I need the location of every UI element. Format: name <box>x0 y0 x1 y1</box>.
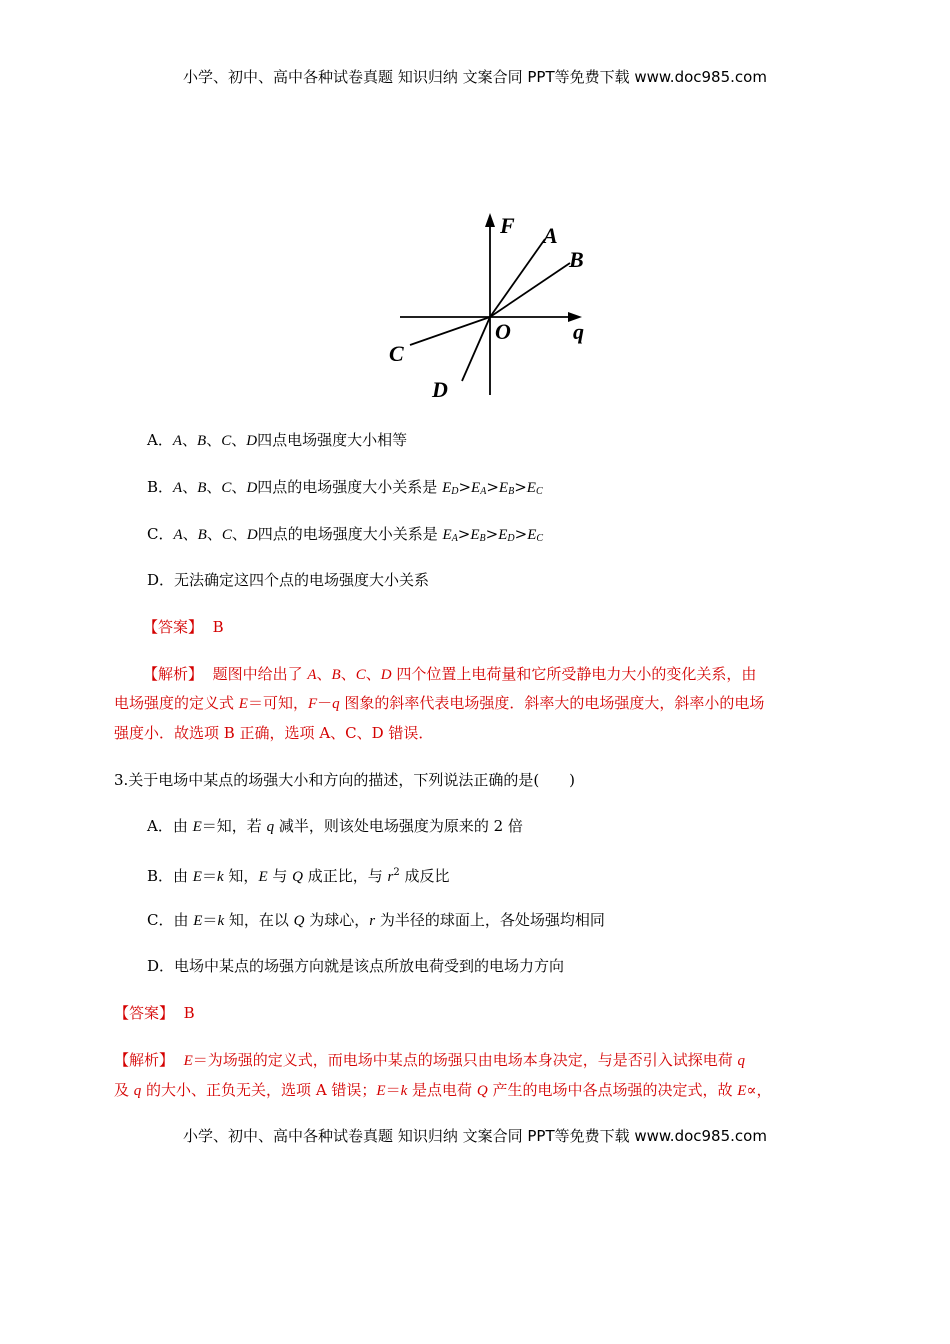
q3-option-a: A．由 E＝知，若 q 减半，则该处电场强度为原来的 2 倍 <box>147 817 523 835</box>
f-q-graph <box>380 205 610 405</box>
q2-option-a: A．A、B、C、D四点电场强度大小相等 <box>147 431 408 449</box>
label-d: D <box>432 377 448 402</box>
label-a: A <box>543 223 558 248</box>
line-c <box>410 317 490 345</box>
line-a <box>490 239 545 317</box>
q3-option-d: D．电场中某点的场强方向就是该点所放电荷受到的电场力方向 <box>147 957 565 975</box>
q3-answer: 【答案】 B <box>114 1004 195 1022</box>
line-d <box>462 317 490 381</box>
q3-analysis-line-1: 【解析】 E＝为场强的定义式，而电场中某点的场强只由电场本身决定，与是否引入试探电荷 q <box>114 1051 746 1069</box>
f-axis-arrow <box>485 213 495 227</box>
q2-answer: 【答案】 B <box>143 618 224 636</box>
label-c: C <box>389 341 404 366</box>
q3-option-c: C．由 E＝k 知，在以 Q 为球心，r 为半径的球面上，各处场强均相同 <box>147 911 605 929</box>
line-b <box>490 263 570 317</box>
q2-option-b: B．A、B、C、D四点的电场强度大小关系是 $E_D>E_A>E_B>E_C$ <box>147 478 543 497</box>
page-footer: 小学、初中、高中各种试卷真题 知识归纳 文案合同 PPT等免费下载 www.doc985.com <box>183 1127 767 1145</box>
label-b: B <box>569 247 584 272</box>
q2-analysis-line-1: 【解析】 题图中给出了 A、B、C、D 四个位置上电荷量和它所受静电力大小的变化关系，由 <box>143 665 757 683</box>
q2-option-d: D．无法确定这四个点的电场强度大小关系 <box>147 571 430 589</box>
q3-stem: 3.关于电场中某点的场强大小和方向的描述，下列说法正确的是( ) <box>114 771 576 789</box>
q2-analysis-line-2: 电场强度的定义式 E＝可知，F－q 图象的斜率代表电场强度．斜率大的电场强度大，斜率小的电场 <box>114 694 765 712</box>
q2-option-c: C．A、B、C、D四点的电场强度大小关系是 $E_A>E_B>E_D>E_C$ <box>147 525 544 544</box>
q2-analysis-line-3: 强度小．故选项 B 正确，选项 A、C、D 错误． <box>114 724 434 742</box>
q3-analysis-line-2: 及 q 的大小、正负无关，选项 A 错误；E＝k 是点电荷 Q 产生的电场中各点场强的决定式，故 E∝， <box>114 1081 772 1099</box>
label-o: O <box>495 319 511 344</box>
label-f: F <box>500 213 515 238</box>
page-header: 小学、初中、高中各种试卷真题 知识归纳 文案合同 PPT等免费下载 www.doc985.com <box>183 68 767 86</box>
label-q: q <box>573 319 584 344</box>
q3-option-b: B．由 E＝k 知，E 与 Q 成正比，与 $r^2$ 成反比 <box>147 867 450 885</box>
